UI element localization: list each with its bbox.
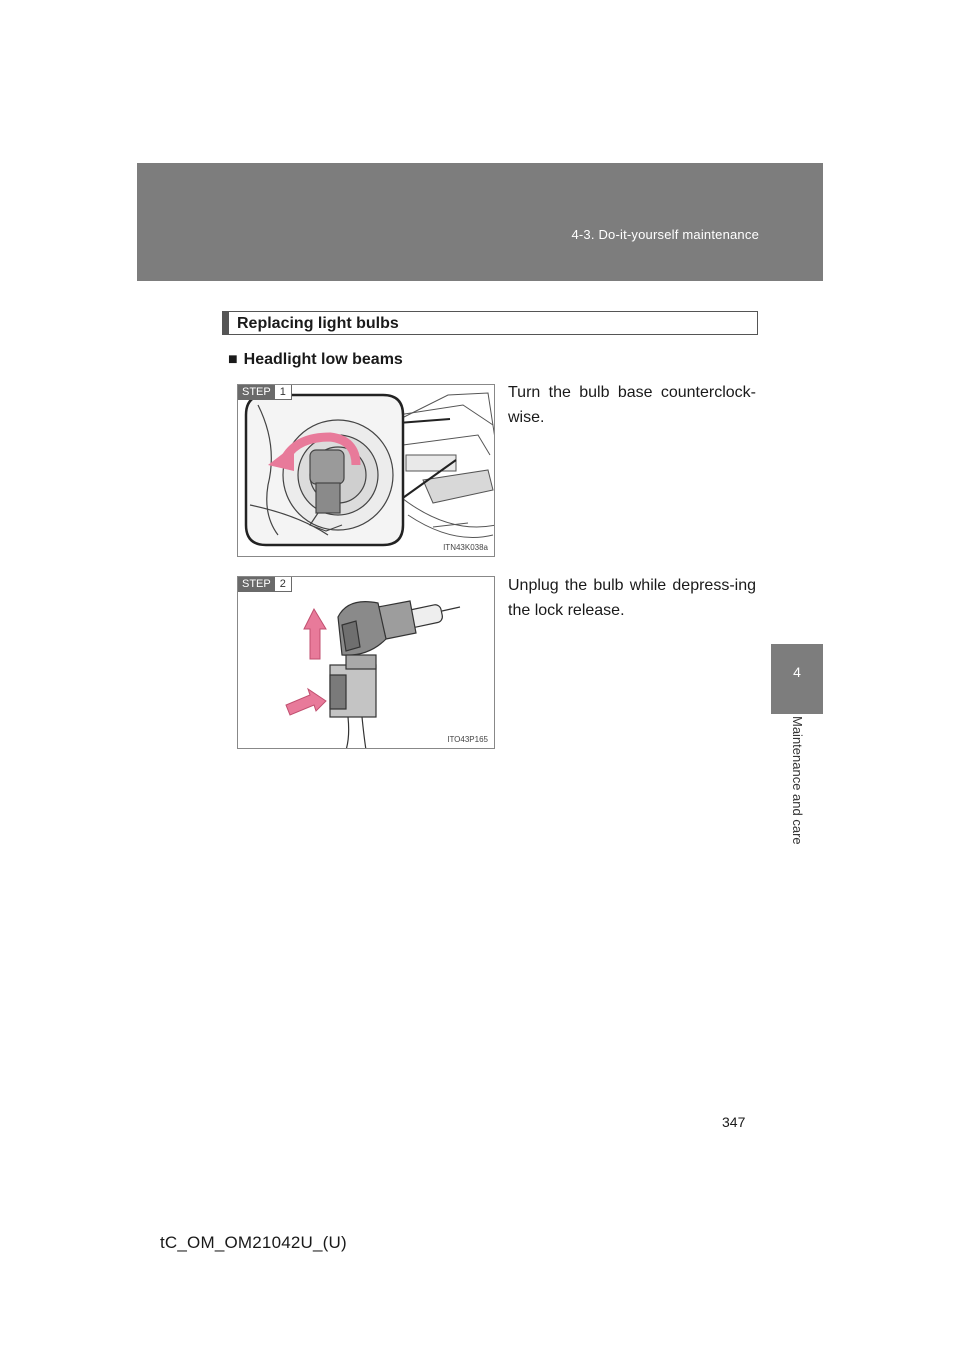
side-tab-label: Maintenance and care xyxy=(790,716,805,845)
subheading xyxy=(228,351,403,369)
step-badge xyxy=(238,577,292,592)
figure-code: ITO43P165 xyxy=(447,735,488,744)
step-badge xyxy=(238,385,292,400)
step-word: STEP xyxy=(238,577,275,592)
step-word: STEP xyxy=(238,385,275,400)
section-title-box xyxy=(222,311,758,335)
step-number: 2 xyxy=(275,577,292,592)
header-section-title: 4-3. Do-it-yourself maintenance xyxy=(571,227,759,242)
side-tab-label-wrap xyxy=(771,716,823,876)
subheading-text: Headlight low beams xyxy=(243,351,403,368)
page-number: 347 xyxy=(722,1114,746,1130)
bullet-icon: ■ xyxy=(228,351,238,368)
headlight-bulb-rotate-illustration xyxy=(238,385,495,557)
side-tab-number: 4 xyxy=(793,664,801,680)
document-code: tC_OM_OM21042U_(U) xyxy=(160,1233,347,1252)
section-title: Replacing light bulbs xyxy=(237,315,399,332)
step-2-text: Unplug the bulb while depress-ing the lock release. xyxy=(508,577,756,619)
figure-code: ITN43K038a xyxy=(443,543,488,552)
bulb-unplug-illustration xyxy=(238,577,495,749)
step-1-figure xyxy=(237,384,495,557)
step-number: 1 xyxy=(275,385,292,400)
side-tab-chapter xyxy=(771,644,823,714)
step-2-figure xyxy=(237,576,495,749)
header-band xyxy=(137,163,823,281)
step-1-text: Turn the bulb base counterclock-wise. xyxy=(508,384,756,426)
